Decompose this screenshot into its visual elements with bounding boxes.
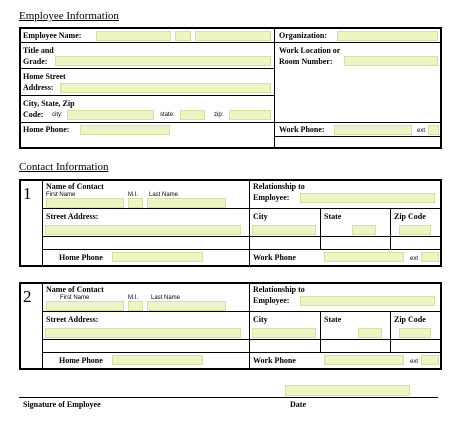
- contact-2-work-phone-label: Work Phone: [253, 356, 296, 365]
- work-location-field[interactable]: [344, 56, 438, 66]
- contact-2-last-name-label: Last Name: [151, 295, 181, 301]
- work-phone-label: Work Phone:: [279, 125, 325, 134]
- contact-1-last-name-field[interactable]: [147, 198, 226, 208]
- contact-2-zip-field[interactable]: [399, 328, 431, 338]
- employee-ext-field[interactable]: [428, 125, 439, 135]
- contact-section-title: Contact Information: [19, 161, 109, 173]
- contact-2-city-field[interactable]: [252, 328, 316, 338]
- date-label: Date: [290, 400, 306, 409]
- zip-small-label: zip:: [214, 112, 224, 118]
- title-grade-label-line1: Title and: [23, 46, 54, 55]
- home-street-field[interactable]: [60, 83, 271, 93]
- employee-section-title: Employee Information: [19, 10, 119, 22]
- ext-small-label: ext: [417, 128, 426, 134]
- contact-1-state-label: State: [324, 212, 342, 221]
- home-street-label-line1: Home Street: [23, 72, 66, 81]
- row-line: [20, 95, 274, 96]
- city-state-zip-label-line1: City, State, Zip: [23, 99, 75, 108]
- employee-name-first-field[interactable]: [96, 31, 171, 41]
- row-line: [43, 311, 441, 312]
- contact-2-street-label: Street Address:: [46, 315, 99, 324]
- contact-1-first-name-field[interactable]: [46, 198, 124, 208]
- row-line: [275, 136, 441, 137]
- contact-1-ext-label: ext: [410, 256, 419, 262]
- work-location-label-line2: Room Number:: [279, 57, 333, 66]
- contact-1-relationship-label-line2: Employee:: [253, 193, 290, 202]
- date-field[interactable]: [285, 385, 410, 396]
- row-line: [20, 122, 441, 123]
- employee-name-mi-field[interactable]: [175, 31, 191, 41]
- contact-1-first-name-label: First Name: [46, 192, 76, 198]
- employee-city-field[interactable]: [67, 110, 154, 120]
- contact-1-home-phone-label: Home Phone: [59, 253, 103, 262]
- contact-2-city-label: City: [253, 315, 268, 324]
- city-state-divider: [320, 312, 321, 352]
- contact-2-home-phone-label: Home Phone: [59, 356, 103, 365]
- contact-1-zip-field[interactable]: [399, 225, 431, 235]
- contact-2-state-label: State: [324, 315, 342, 324]
- contact-2-state-field[interactable]: [358, 328, 382, 338]
- contact-1-work-phone-field[interactable]: [324, 252, 404, 262]
- row-line: [43, 339, 441, 340]
- employee-state-field[interactable]: [180, 110, 205, 120]
- city-state-divider: [320, 209, 321, 249]
- contact-2-first-name-field[interactable]: [46, 301, 124, 311]
- row-line: [43, 236, 441, 237]
- contact-1-city-field[interactable]: [252, 225, 316, 235]
- contact-2-last-name-field[interactable]: [147, 301, 226, 311]
- contact-2-name-label: Name of Contact: [46, 285, 104, 294]
- city-state-zip-label-line2: Code:: [23, 110, 44, 119]
- contact-1-city-label: City: [253, 212, 268, 221]
- signature-of-employee-label: Signature of Employee: [23, 400, 101, 409]
- contact-1-number-divider: [42, 180, 43, 266]
- state-zip-divider: [390, 209, 391, 249]
- contact-2-relationship-label-line1: Relationship to: [253, 285, 305, 294]
- contact-1-relationship-label-line1: Relationship to: [253, 182, 305, 191]
- title-grade-field[interactable]: [55, 56, 271, 66]
- contact-1-work-phone-label: Work Phone: [253, 253, 296, 262]
- contact-2-relationship-label-line2: Employee:: [253, 296, 290, 305]
- contact-2-relationship-field[interactable]: [300, 296, 435, 306]
- home-phone-label: Home Phone:: [23, 125, 70, 134]
- contact-2-number: 2: [23, 287, 32, 306]
- organization-field[interactable]: [337, 31, 438, 41]
- contact-1-number: 1: [23, 184, 32, 203]
- row-line: [43, 249, 441, 250]
- contact-2-work-phone-field[interactable]: [324, 355, 404, 365]
- state-zip-divider: [390, 312, 391, 352]
- state-small-label: state:: [160, 112, 175, 118]
- contact-1-name-label: Name of Contact: [46, 182, 104, 191]
- employee-work-phone-field[interactable]: [334, 125, 412, 135]
- contact-1-mi-field[interactable]: [128, 198, 143, 208]
- contact-2-divider: [249, 283, 250, 369]
- contact-1-relationship-field[interactable]: [300, 193, 435, 203]
- contact-2-ext-field[interactable]: [421, 355, 439, 365]
- contact-2-first-name-label: First Name: [60, 295, 90, 301]
- contact-1-last-name-label: Last Name: [149, 192, 179, 198]
- work-location-label-line1: Work Location or: [279, 46, 341, 55]
- employee-name-label: Employee Name:: [23, 31, 82, 40]
- contact-1-divider: [249, 180, 250, 266]
- employee-home-phone-field[interactable]: [80, 125, 170, 135]
- row-line: [20, 68, 274, 69]
- signature-line: [19, 397, 438, 398]
- employee-table-divider: [274, 28, 275, 149]
- contact-1-ext-field[interactable]: [421, 252, 439, 262]
- row-line: [20, 42, 441, 43]
- contact-1-mi-label: M.I.: [128, 192, 138, 198]
- employee-zip-field[interactable]: [229, 110, 271, 120]
- contact-2-ext-label: ext: [410, 359, 419, 365]
- contact-1-street-field[interactable]: [45, 225, 241, 235]
- contact-2-home-phone-field[interactable]: [112, 355, 203, 365]
- contact-1-home-phone-field[interactable]: [112, 252, 203, 262]
- city-small-label: city:: [52, 112, 63, 118]
- home-street-label-line2: Address:: [23, 83, 54, 92]
- row-line: [43, 208, 441, 209]
- contact-1-street-label: Street Address:: [46, 212, 99, 221]
- contact-2-street-field[interactable]: [45, 328, 241, 338]
- employee-name-last-field[interactable]: [195, 31, 271, 41]
- contact-2-mi-field[interactable]: [128, 301, 143, 311]
- contact-2-zip-label: Zip Code: [394, 315, 426, 324]
- organization-label: Organization:: [279, 31, 327, 40]
- row-line: [43, 352, 441, 353]
- contact-2-mi-label: M.I.: [128, 295, 138, 301]
- title-grade-label-line2: Grade:: [23, 57, 48, 66]
- contact-1-zip-label: Zip Code: [394, 212, 426, 221]
- contact-2-number-divider: [42, 283, 43, 369]
- contact-1-state-field[interactable]: [352, 225, 376, 235]
